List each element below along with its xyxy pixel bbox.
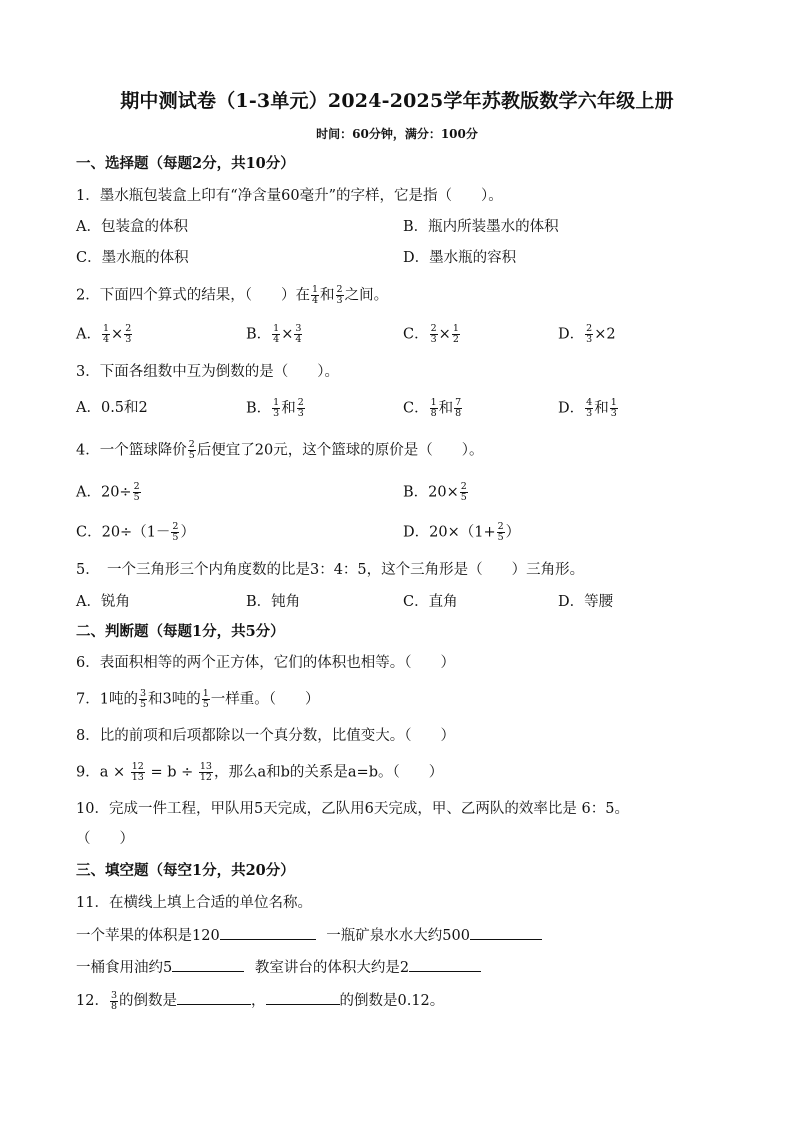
page-title: 期中测试卷（1-3单元）2024-2025学年苏教版数学六年级上册 [120, 90, 674, 112]
q2-option-b: B． $\frac{1}{4}$ × $\frac{3}{4}$ [246, 323, 302, 345]
question-8: 8．比的前项和后项都除以一个真分数，比值变大。（ ） [76, 728, 455, 744]
question-4: 4．一个篮球降价 $\frac{2}{5}$ 后便宜了20元，这个篮球的原价是（ ）。 [76, 439, 484, 461]
q1-option-d: D．墨水瓶的容积 [403, 250, 517, 266]
q3-option-a: A．0.5和2 [76, 400, 148, 416]
q2-option-c: C． $\frac{2}{3}$ × $\frac{1}{2}$ [403, 323, 459, 345]
q5-option-c: C．直角 [403, 594, 458, 610]
question-2: 2．下面四个算式的结果，（ ）在 $\frac{1}{4}$ 和 $\frac{2}{3}$ 之间。 [76, 284, 389, 306]
question-9: 9．a × $\frac{12}{13}$ = b ÷ $\frac{13}{12}$ ，那么a和b的关系是a=b。（ ） [76, 761, 444, 783]
q4-option-d: D．20×（1+ $\frac{2}{5}$ ） [403, 521, 521, 543]
answer-blank[interactable] [266, 990, 340, 1005]
q2-option-d: D． $\frac{2}{3}$ ×2 [558, 323, 616, 345]
answer-blank[interactable] [220, 925, 316, 940]
question-10-answer: （ ） [76, 831, 134, 847]
answer-blank[interactable] [470, 925, 542, 940]
q3-option-b: B． $\frac{1}{3}$ 和 $\frac{2}{3}$ [246, 397, 304, 419]
q4-option-a: A．20÷ $\frac{2}{5}$ [76, 481, 140, 503]
section-heading-fill: 三、填空题（每空1分，共20分） [76, 862, 295, 879]
fraction: $\frac{2}{3}$ [336, 284, 343, 306]
q1-option-c: C．墨水瓶的体积 [76, 250, 189, 266]
answer-blank[interactable] [172, 957, 244, 972]
question-12: 12． $\frac{3}{8}$ 的倒数是 ， 的倒数是0.12。 [76, 989, 445, 1012]
question-6: 6．表面积相等的两个正方体，它们的体积也相等。（ ） [76, 655, 455, 671]
q1-option-b: B．瓶内所装墨水的体积 [403, 219, 559, 235]
q4-option-c: C．20÷（1－ $\frac{2}{5}$ ） [76, 521, 195, 543]
q3-option-d: D． $\frac{4}{3}$ 和 $\frac{1}{3}$ [558, 397, 617, 419]
question-3: 3．下面各组数中互为倒数的是（ ）。 [76, 364, 339, 380]
q11-line-1: 一个苹果的体积是120 一瓶矿泉水水大约500 [76, 925, 542, 946]
question-5: 5． 一个三角形三个内角度数的比是3：4：5，这个三角形是（ ）三角形。 [76, 562, 585, 578]
fraction: $\frac{1}{4}$ [311, 284, 319, 306]
q5-option-a: A．锐角 [76, 594, 130, 610]
question-10: 10．完成一件工程，甲队用5天完成，乙队用6天完成，甲、乙两队的效率比是 6：5。 [76, 801, 629, 817]
question-1: 1．墨水瓶包装盒上印有“净含量60毫升”的字样，它是指（ ）。 [76, 188, 503, 204]
question-7: 7．1吨的 $\frac{3}{5}$ 和3吨的 $\frac{1}{5}$ 一样重。（ ） [76, 688, 320, 710]
answer-blank[interactable] [177, 990, 251, 1005]
q5-option-b: B．钝角 [246, 594, 301, 610]
exam-info: 时间：60分钟，满分：100分 [316, 127, 478, 141]
q4-option-b: B．20× $\frac{2}{5}$ [403, 481, 467, 503]
section-heading-choice: 一、选择题（每题2分，共10分） [76, 155, 295, 172]
q3-option-c: C． $\frac{1}{8}$ 和 $\frac{7}{8}$ [403, 397, 462, 419]
q5-option-d: D．等腰 [558, 594, 614, 610]
q2-option-a: A． $\frac{1}{4}$ × $\frac{2}{3}$ [76, 323, 132, 345]
q11-line-2: 一桶食用油约5 教室讲台的体积大约是2 [76, 957, 481, 978]
q1-option-a: A．包装盒的体积 [76, 219, 188, 235]
answer-blank[interactable] [409, 957, 481, 972]
question-11: 11．在横线上填上合适的单位名称。 [76, 895, 312, 911]
section-heading-judge: 二、判断题（每题1分，共5分） [76, 623, 285, 640]
